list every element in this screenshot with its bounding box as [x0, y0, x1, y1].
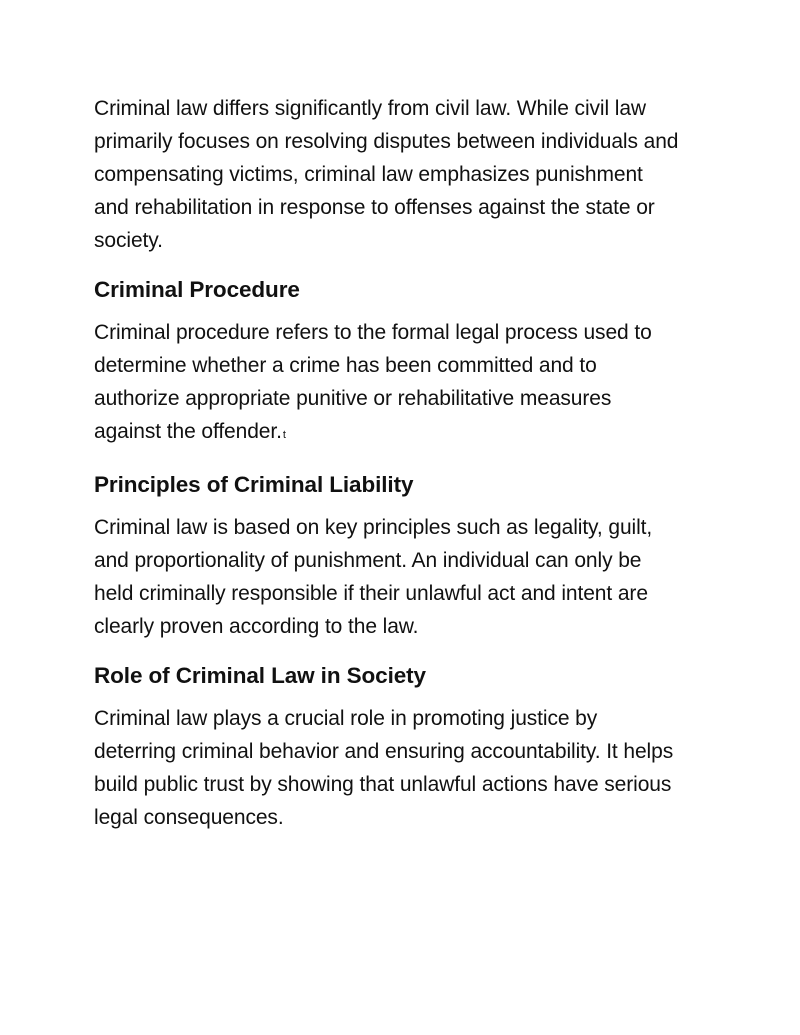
section-body-criminal-procedure — [94, 316, 714, 452]
intro-paragraph: Criminal law differs significantly from civil law. While civil law primarily focuses on resolving disputes between individuals and compensating victims, criminal law emphasizes punishment and rehabilitation in response to offenses against the state or society. — [94, 97, 679, 252]
spacer — [94, 500, 714, 511]
stray-mark: t — [282, 429, 286, 441]
section-heading-criminal-procedure: Criminal Procedure — [94, 277, 300, 302]
section-heading-role-of-criminal-law: Role of Criminal Law in Society — [94, 663, 426, 688]
spacer — [94, 257, 714, 275]
spacer — [94, 643, 714, 661]
spacer — [94, 691, 714, 702]
section-body-role-of-criminal-law: Criminal law plays a crucial role in promoting justice by deterring criminal behavior and ensuring accountability. It helps build public trust by showing that unlawful actions have serious legal consequences. — [94, 707, 674, 829]
section-body-principles-of-criminal-liability: Criminal law is based on key principles such as legality, guilt, and proportionality of punishment. An individual can only be held criminally responsible if their unlawful act and intent are clearly proven according to the law. — [94, 516, 653, 638]
spacer — [94, 305, 714, 316]
spacer — [94, 452, 714, 470]
section-body-text: Criminal procedure refers to the formal legal process used to determine whether a crime has been committed and to authorize appropriate punitive or rehabilitative measures against the offender. — [94, 321, 652, 443]
document-page — [94, 92, 714, 834]
section-heading-principles-of-criminal-liability: Principles of Criminal Liability — [94, 472, 414, 497]
